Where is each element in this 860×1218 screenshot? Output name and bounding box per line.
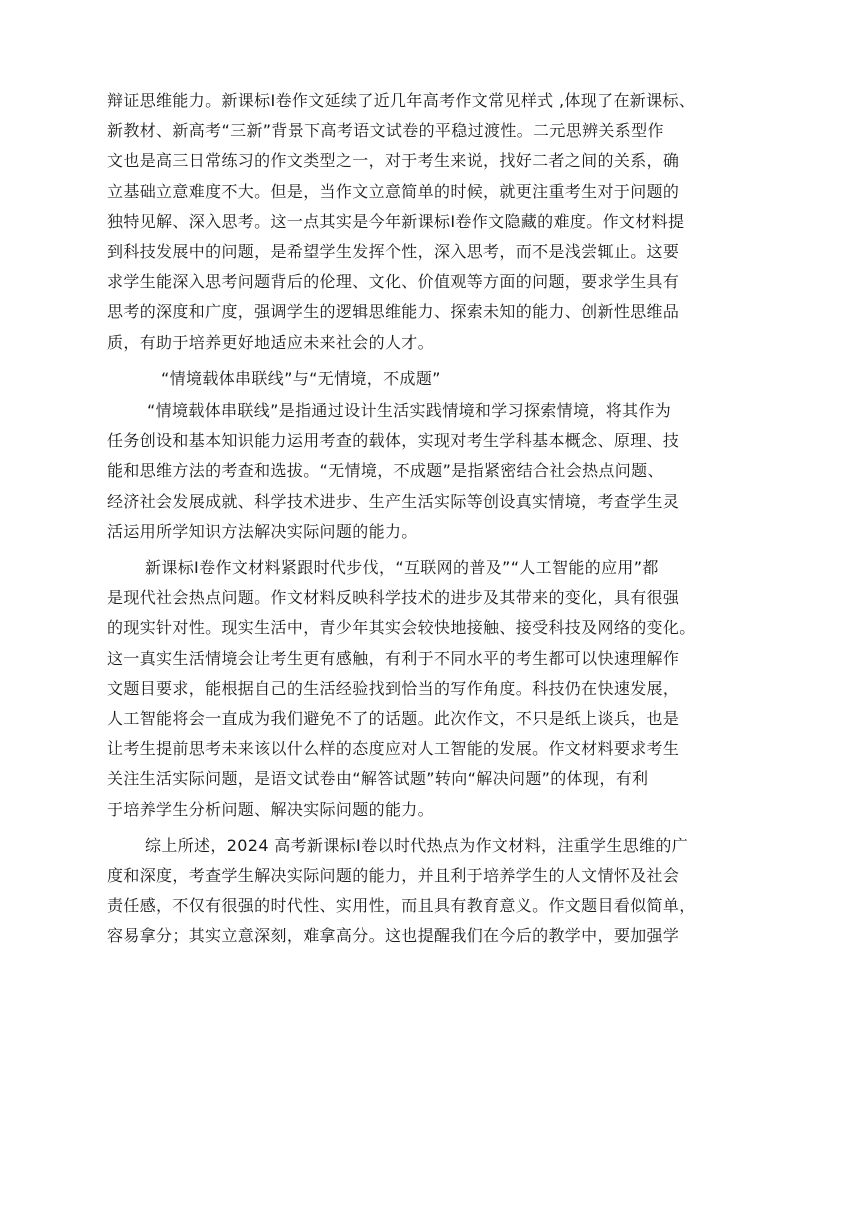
text-line: “情境载体串联线”是指通过设计生活实践情境和学习探索情境，将其作为 bbox=[147, 401, 672, 421]
text-line: 责任感，不仅有很强的时代性、实用性，而且具有教育意义。作文题目看似简单， bbox=[107, 896, 696, 916]
paragraph-conclusion bbox=[107, 831, 768, 952]
section-heading bbox=[107, 364, 768, 394]
paragraph-dialectical-thinking bbox=[107, 86, 768, 358]
text-line: 活运用所学知识方法解决实际问题的能力。 bbox=[107, 521, 418, 541]
text-line: 经济社会发展成就、科学技术进步、生产生活实际等创设真实情境，考查学生灵 bbox=[107, 491, 680, 511]
text-line: 这一真实生活情境会让考生更有感触，有利于不同水平的考生都可以快速理解作 bbox=[107, 648, 680, 668]
text-line: 立基础立意难度不大。但是，当作文立意简单的时候，就更注重考生对于问题的 bbox=[107, 181, 680, 201]
text-line: 新课标Ⅰ卷作文材料紧跟时代步伐，“互联网的普及”“人工智能的应用”都 bbox=[145, 558, 659, 578]
text-line: 独特见解、深入思考。这一点其实是今年新课标Ⅰ卷作文隐藏的难度。作文材料提 bbox=[107, 211, 685, 231]
paragraph-era-topics bbox=[107, 553, 768, 825]
text-line: 是现代社会热点问题。作文材料反映科学技术的进步及其带来的变化，具有很强 bbox=[107, 588, 680, 608]
text-line: 到科技发展中的问题，是希望学生发挥个性，深入思考，而不是浅尝辄止。这要 bbox=[107, 242, 680, 262]
text-line: 思考的深度和广度，强调学生的逻辑思维能力、探索未知的能力、创新性思维品 bbox=[107, 302, 680, 322]
text-line: 容易拿分；其实立意深刻，难拿高分。这也提醒我们在今后的教学中，要加强学 bbox=[107, 926, 680, 946]
text-line: 于培养学生分析问题、解决实际问题的能力。 bbox=[107, 799, 435, 819]
text-line: 质，有助于培养更好地适应未来社会的人才。 bbox=[107, 332, 435, 352]
text-line: 能和思维方法的考查和选拔。“无情境，不成题”是指紧密结合社会热点问题、 bbox=[107, 461, 664, 481]
text-line: 综上所述，2024 高考新课标Ⅰ卷以时代热点为作文材料，注重学生思维的广 bbox=[145, 835, 689, 855]
text-line: 度和深度，考查学生解决实际问题的能力，并且利于培养学生的人文情怀及社会 bbox=[107, 866, 680, 886]
text-line: 文题目要求，能根据自己的生活经验找到恰当的写作角度。科技仍在快速发展， bbox=[107, 678, 680, 698]
text-line: 让考生提前思考未来该以什么样的态度应对人工智能的发展。作文材料要求考生 bbox=[107, 739, 680, 759]
text-line: 任务创设和基本知识能力运用考查的载体，实现对考生学科基本概念、原理、技 bbox=[107, 431, 680, 451]
text-line: 新教材、新高考“三新”背景下高考语文试卷的平稳过渡性。二元思辨关系型作 bbox=[107, 121, 664, 141]
heading-text: “情境载体串联线”与“无情境，不成题” bbox=[161, 368, 441, 388]
text-line: 关注生活实际问题，是语文试卷由“解答试题”转向“解决问题”的体现，有利 bbox=[107, 769, 649, 789]
text-line: 文也是高三日常练习的作文类型之一，对于考生来说，找好二者之间的关系，确 bbox=[107, 151, 680, 171]
text-line: 求学生能深入思考问题背后的伦理、文化、价值观等方面的问题，要求学生具有 bbox=[107, 272, 680, 292]
text-line: 的现实针对性。现实生活中，青少年其实会较快地接触、接受科技及网络的变化。 bbox=[107, 618, 696, 638]
paragraph-context-carrier bbox=[107, 396, 768, 547]
text-line: 辩证思维能力。新课标Ⅰ卷作文延续了近几年高考作文常见样式 ,体现了在新课标、 bbox=[107, 91, 696, 110]
text-line: 人工智能将会一直成为我们避免不了的话题。此次作文，不只是纸上谈兵，也是 bbox=[107, 709, 680, 729]
